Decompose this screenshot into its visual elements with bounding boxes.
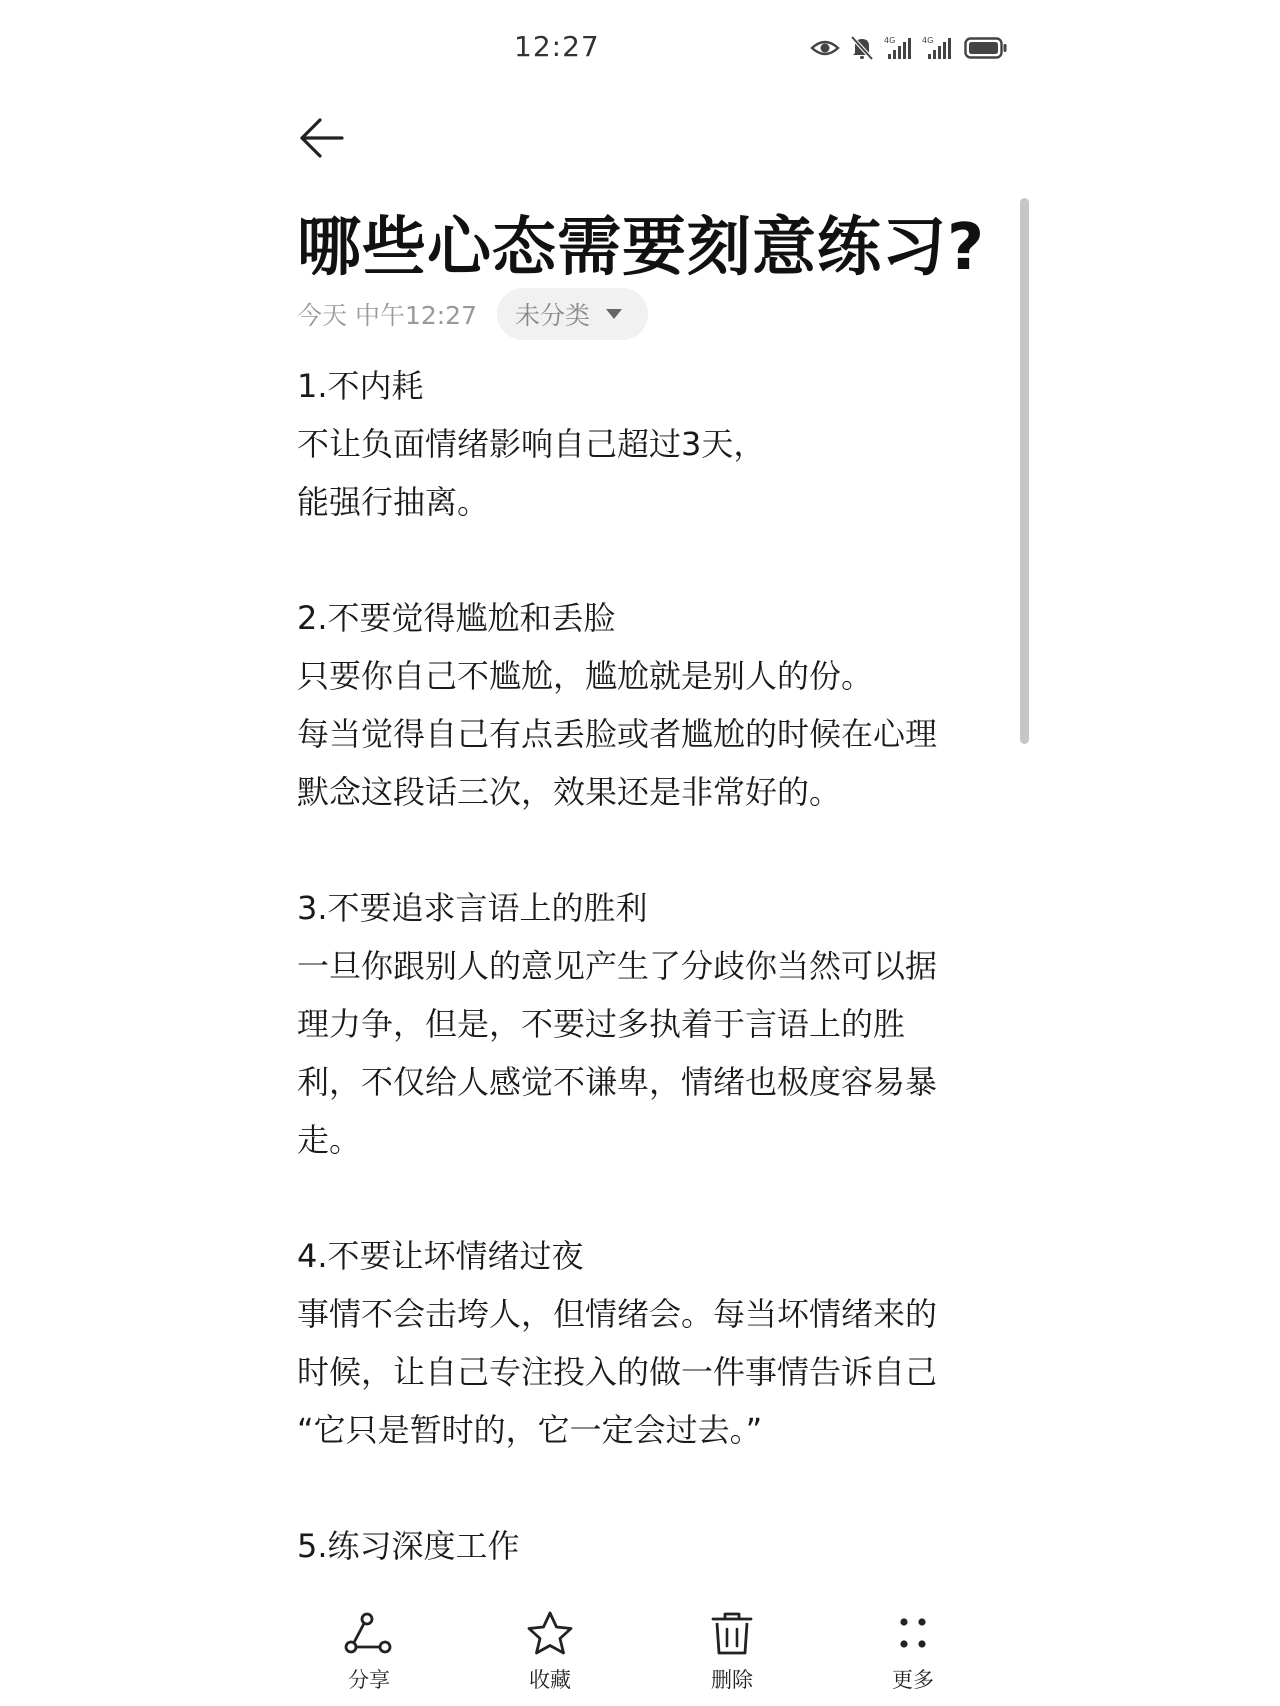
note-line: 事情不会击垮人，但情绪会。每当坏情绪来的 [297, 1295, 938, 1333]
caret-down-icon [606, 309, 622, 319]
note-line: 利，不仅给人感觉不谦卑，情绪也极度容易暴 [297, 1063, 938, 1101]
signal-4g-icon [884, 35, 912, 61]
share-icon [342, 1610, 396, 1658]
svg-text:4G: 4G [922, 36, 934, 45]
note-line: “它只是暂时的，它一定会过去。” [297, 1411, 763, 1449]
note-body[interactable] [297, 357, 1017, 1575]
blank-line [297, 1459, 1017, 1517]
note-line: 时候，让自己专注投入的做一件事情告诉自己 [297, 1353, 938, 1391]
bottom-toolbar [0, 1600, 1280, 1706]
more-button[interactable] [853, 1610, 973, 1700]
status-time: 12:27 [514, 30, 600, 63]
favorite-button[interactable] [490, 1610, 610, 1700]
eye-icon [810, 38, 840, 58]
note-line: 一旦你跟别人的意见产生了分歧你当然可以据 [297, 947, 938, 985]
more-label: 更多 [892, 1668, 934, 1692]
svg-text:4G: 4G [884, 36, 896, 45]
back-button[interactable] [296, 112, 348, 164]
note-line: 不让负面情绪影响自己超过3天， [297, 425, 766, 463]
back-arrow-icon [296, 112, 348, 164]
trash-icon [705, 1610, 759, 1658]
note-line: 能强行抽离。 [297, 483, 490, 521]
delete-label: 删除 [711, 1668, 753, 1692]
blank-line [297, 821, 1017, 879]
category-dropdown[interactable] [497, 288, 648, 340]
note-line: 走。 [297, 1121, 362, 1159]
note-line: 1.不内耗 [297, 367, 424, 405]
note-line: 默念这段话三次，效果还是非常好的。 [297, 773, 842, 811]
note-line: 5.练习深度工作 [297, 1527, 520, 1565]
note-line: 4.不要让坏情绪过夜 [297, 1237, 584, 1275]
status-icons [810, 34, 1008, 62]
category-label: 未分类 [515, 301, 591, 330]
blank-line [297, 1169, 1017, 1227]
status-bar [0, 0, 1280, 96]
note-meta [297, 288, 648, 340]
share-label: 分享 [348, 1668, 390, 1692]
delete-button[interactable] [672, 1610, 792, 1700]
bell-muted-icon [850, 35, 874, 61]
share-button[interactable] [309, 1610, 429, 1700]
note-date: 今天 中午12:27 [297, 301, 477, 330]
blank-line [297, 531, 1017, 589]
note-line: 每当觉得自己有点丢脸或者尴尬的时候在心理 [297, 715, 938, 753]
note-line: 理力争，但是，不要过多执着于言语上的胜 [297, 1005, 906, 1043]
note-line: 3.不要追求言语上的胜利 [297, 889, 648, 927]
signal-4g-icon [922, 35, 954, 61]
star-icon [523, 1610, 577, 1658]
battery-icon [964, 36, 1008, 60]
note-title[interactable]: 哪些心态需要刻意练习? [297, 211, 986, 285]
more-dots-icon [886, 1610, 940, 1658]
note-line: 2.不要觉得尴尬和丢脸 [297, 599, 616, 637]
scrollbar[interactable] [1020, 198, 1029, 744]
note-line: 只要你自己不尴尬，尴尬就是别人的份。 [297, 657, 874, 695]
favorite-label: 收藏 [529, 1668, 571, 1692]
